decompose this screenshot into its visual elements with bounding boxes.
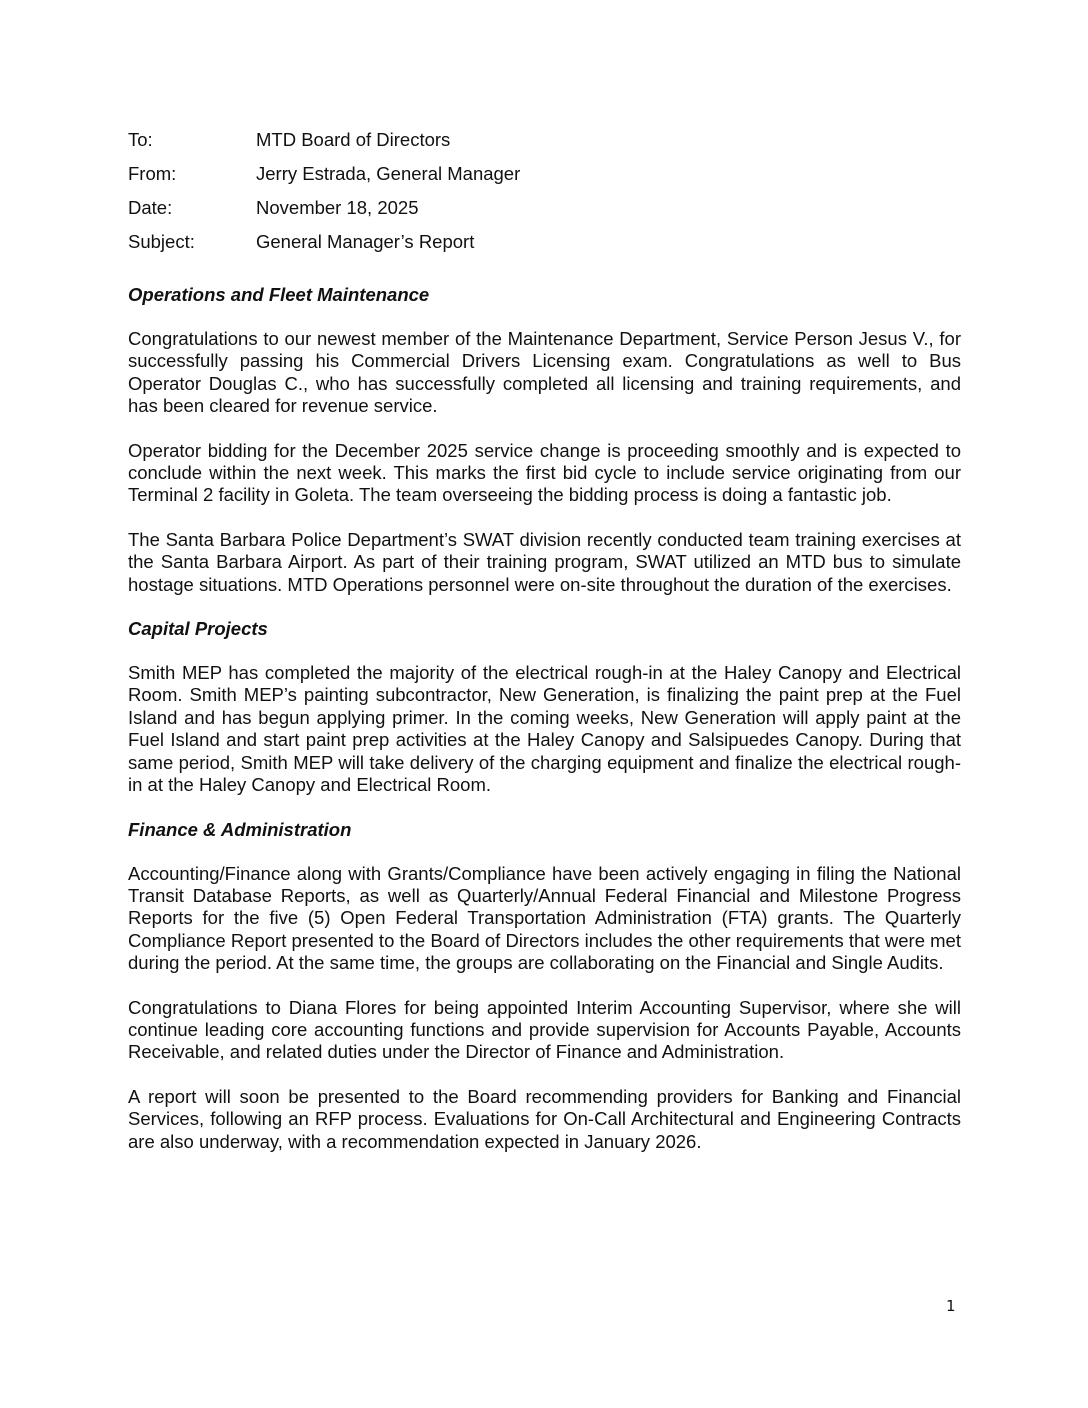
section-heading-capital-projects: Capital Projects [128,618,268,640]
memo-header-value: General Manager’s Report [256,231,475,252]
paragraph: Smith MEP has completed the majority of the electrical rough-in at the Haley Canopy and Electrical Room. Smith MEP’s painting subcontractor, New Generation, is finalizing the paint prep at the Fuel Island and has begun applying primer. In the coming weeks, New Generation will apply paint at the Fuel Island and start paint prep activities at the Haley Canopy and Salsipuedes Canopy. During that same period, Smith MEP will take delivery of the charging equipment and finalize the electrical rough-in at the Haley Canopy and Electrical Room. [128,662,961,796]
memo-header [128,126,961,262]
memo-page [128,126,961,1153]
memo-header-value: Jerry Estrada, General Manager [256,163,521,184]
paragraph: Accounting/Finance along with Grants/Compliance have been actively engaging in filing the National Transit Database Reports, as well as Quarterly/Annual Federal Financial and Milestone Progress Reports for the five (5) Open Federal Transportation Administration (FTA) grants. The Quarterly Compliance Report presented to the Board of Directors includes the other requirements that were met during the period. At the same time, the groups are collaborating on the Financial and Single Audits. [128,862,961,974]
memo-header-row-to [128,126,961,160]
section-heading-operations: Operations and Fleet Maintenance [128,284,430,305]
page-number: 1 [946,1297,956,1315]
memo-header-value: MTD Board of Directors [256,129,451,150]
memo-header-value: November 18, 2025 [256,197,419,218]
memo-header-row-from [128,160,961,194]
memo-header-label: To: [128,129,153,150]
paragraph: Congratulations to Diana Flores for being appointed Interim Accounting Supervisor, where she will continue leading core accounting functions and provide supervision for Accounts Payable, Accounts Receivable, and related duties under the Director of Finance and Administration. [128,996,961,1063]
paragraph: A report will soon be presented to the Board recommending providers for Banking and Financial Services, following an RFP process. Evaluations for On-Call Architectural and Engineering Contracts are also underway, with a recommendation expected in January 2026. [128,1085,961,1152]
paragraph: Operator bidding for the December 2025 service change is proceeding smoothly and is expected to conclude within the next week. This marks the first bid cycle to include service originating from our Terminal 2 facility in Goleta. The team overseeing the bidding process is doing a fantastic job. [128,439,961,506]
paragraph: Congratulations to our newest member of the Maintenance Department, Service Person Jesus V., for successfully passing his Commercial Drivers Licensing exam. Congratulations as well to Bus Operator Douglas C., who has successfully completed all licensing and training requirements, and has been cleared for revenue service. [128,328,961,417]
memo-header-row-subject [128,228,961,262]
paragraph: The Santa Barbara Police Department’s SWAT division recently conducted team training exercises at the Santa Barbara Airport. As part of their training program, SWAT utilized an MTD bus to simulate hostage situations. MTD Operations personnel were on-site throughout the duration of the exercises. [128,528,961,595]
section-heading-finance-administration: Finance & Administration [128,818,352,840]
memo-header-row-date [128,194,961,228]
memo-header-label: Subject: [128,231,195,252]
memo-header-label: Date: [128,197,173,218]
memo-header-label: From: [128,163,177,184]
